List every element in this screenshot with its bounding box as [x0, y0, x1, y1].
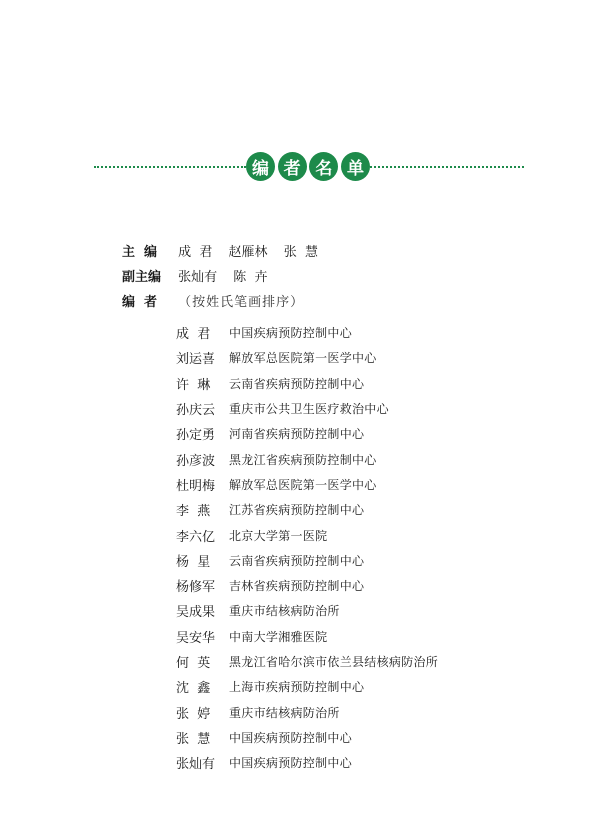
editor-list-item — [176, 446, 438, 471]
editor-list-item — [176, 598, 438, 623]
editor-institution: 中南大学湘雅医院 — [229, 629, 328, 644]
title-char: 编 — [246, 152, 275, 181]
deputy-editor-role: 副主编 — [122, 270, 162, 285]
editor-list-item — [176, 674, 438, 699]
chief-editor-names — [178, 245, 330, 260]
title-divider-right — [370, 166, 524, 168]
editor-list-item — [176, 472, 438, 497]
editor-name: 何 英 — [176, 656, 211, 671]
editor-institution: 重庆市结核病防治所 — [229, 705, 340, 720]
title-char: 者 — [278, 152, 307, 181]
editor-name: 沈 鑫 — [176, 681, 211, 697]
editor-institution: 江苏省疾病预防控制中心 — [229, 503, 365, 518]
editor-list-item — [176, 649, 438, 674]
editor-institution: 河南省疾病预防控制中心 — [229, 427, 365, 442]
editor-institution: 中国疾病预防控制中心 — [229, 730, 353, 745]
section-title — [246, 152, 370, 181]
chief-editor-name: 赵雁林 — [228, 245, 268, 260]
editor-institution: 北京大学第一医院 — [229, 528, 328, 543]
editor-institution: 上海市疾病预防控制中心 — [229, 680, 365, 695]
editor-name: 李六亿 — [176, 529, 216, 545]
deputy-editor-name: 张灿有 — [178, 270, 218, 285]
editor-list-item — [176, 371, 438, 396]
editor-name: 孙彦波 — [176, 453, 216, 469]
editor-list-item — [176, 497, 438, 522]
editor-name: 吴安华 — [176, 630, 216, 646]
editor-institution: 黑龙江省哈尔滨市依兰县结核病防治所 — [229, 655, 439, 669]
editor-name: 杜明梅 — [176, 478, 216, 494]
editor-list-item — [176, 345, 438, 370]
editor-name: 杨修军 — [176, 580, 216, 596]
editor-name: 成 君 — [176, 327, 211, 343]
editor-name: 张 慧 — [176, 731, 211, 747]
title-char: 单 — [341, 152, 370, 181]
editor-institution: 中国疾病预防控制中心 — [229, 326, 353, 341]
editor-name: 张 婷 — [176, 706, 211, 722]
editor-list-item — [176, 548, 438, 573]
chief-editor-row — [122, 245, 330, 261]
editor-list-item — [176, 624, 438, 649]
editor-list-item — [176, 750, 438, 775]
deputy-editor-row — [122, 270, 280, 286]
editor-list-item — [176, 421, 438, 446]
editors-row — [122, 295, 304, 311]
editor-list-item — [176, 522, 438, 547]
editor-name: 孙定勇 — [176, 428, 216, 444]
editor-list-item — [176, 396, 438, 421]
editor-institution: 重庆市结核病防治所 — [229, 604, 340, 619]
chief-editor-name: 张 慧 — [283, 245, 318, 260]
chief-editor-role: 主 编 — [122, 245, 158, 260]
editor-institution: 重庆市公共卫生医疗救治中心 — [229, 402, 389, 417]
editor-list-item — [176, 320, 438, 345]
editor-name: 刘运喜 — [176, 352, 216, 368]
title-divider-left — [94, 166, 246, 168]
editor-name: 杨 星 — [176, 554, 211, 570]
editors-list — [176, 320, 438, 775]
editor-name: 张灿有 — [176, 757, 216, 773]
editor-institution: 云南省疾病预防控制中心 — [229, 376, 365, 391]
editor-institution: 云南省疾病预防控制中心 — [229, 553, 365, 568]
editor-institution: 解放军总医院第一医学中心 — [229, 477, 377, 492]
editors-role: 编 者 — [122, 295, 158, 310]
editor-name: 吴成果 — [176, 605, 216, 621]
editor-list-item — [176, 699, 438, 724]
deputy-editor-names — [178, 270, 279, 285]
chief-editor-name: 成 君 — [178, 245, 213, 260]
editor-institution: 吉林省疾病预防控制中心 — [229, 579, 365, 594]
section-title-bar — [94, 150, 524, 184]
editor-name: 李 燕 — [176, 504, 211, 520]
editor-name: 孙庆云 — [176, 403, 216, 419]
editor-list-item — [176, 725, 438, 750]
editor-name: 许 琳 — [176, 377, 211, 393]
editors-sort-note: （按姓氏笔画排序） — [178, 295, 305, 310]
editor-list-item — [176, 573, 438, 598]
title-char: 名 — [309, 152, 338, 181]
editor-institution: 中国疾病预防控制中心 — [229, 756, 353, 771]
deputy-editor-name: 陈 卉 — [233, 270, 268, 285]
editor-institution: 黑龙江省疾病预防控制中心 — [229, 452, 377, 467]
editor-institution: 解放军总医院第一医学中心 — [229, 351, 377, 366]
